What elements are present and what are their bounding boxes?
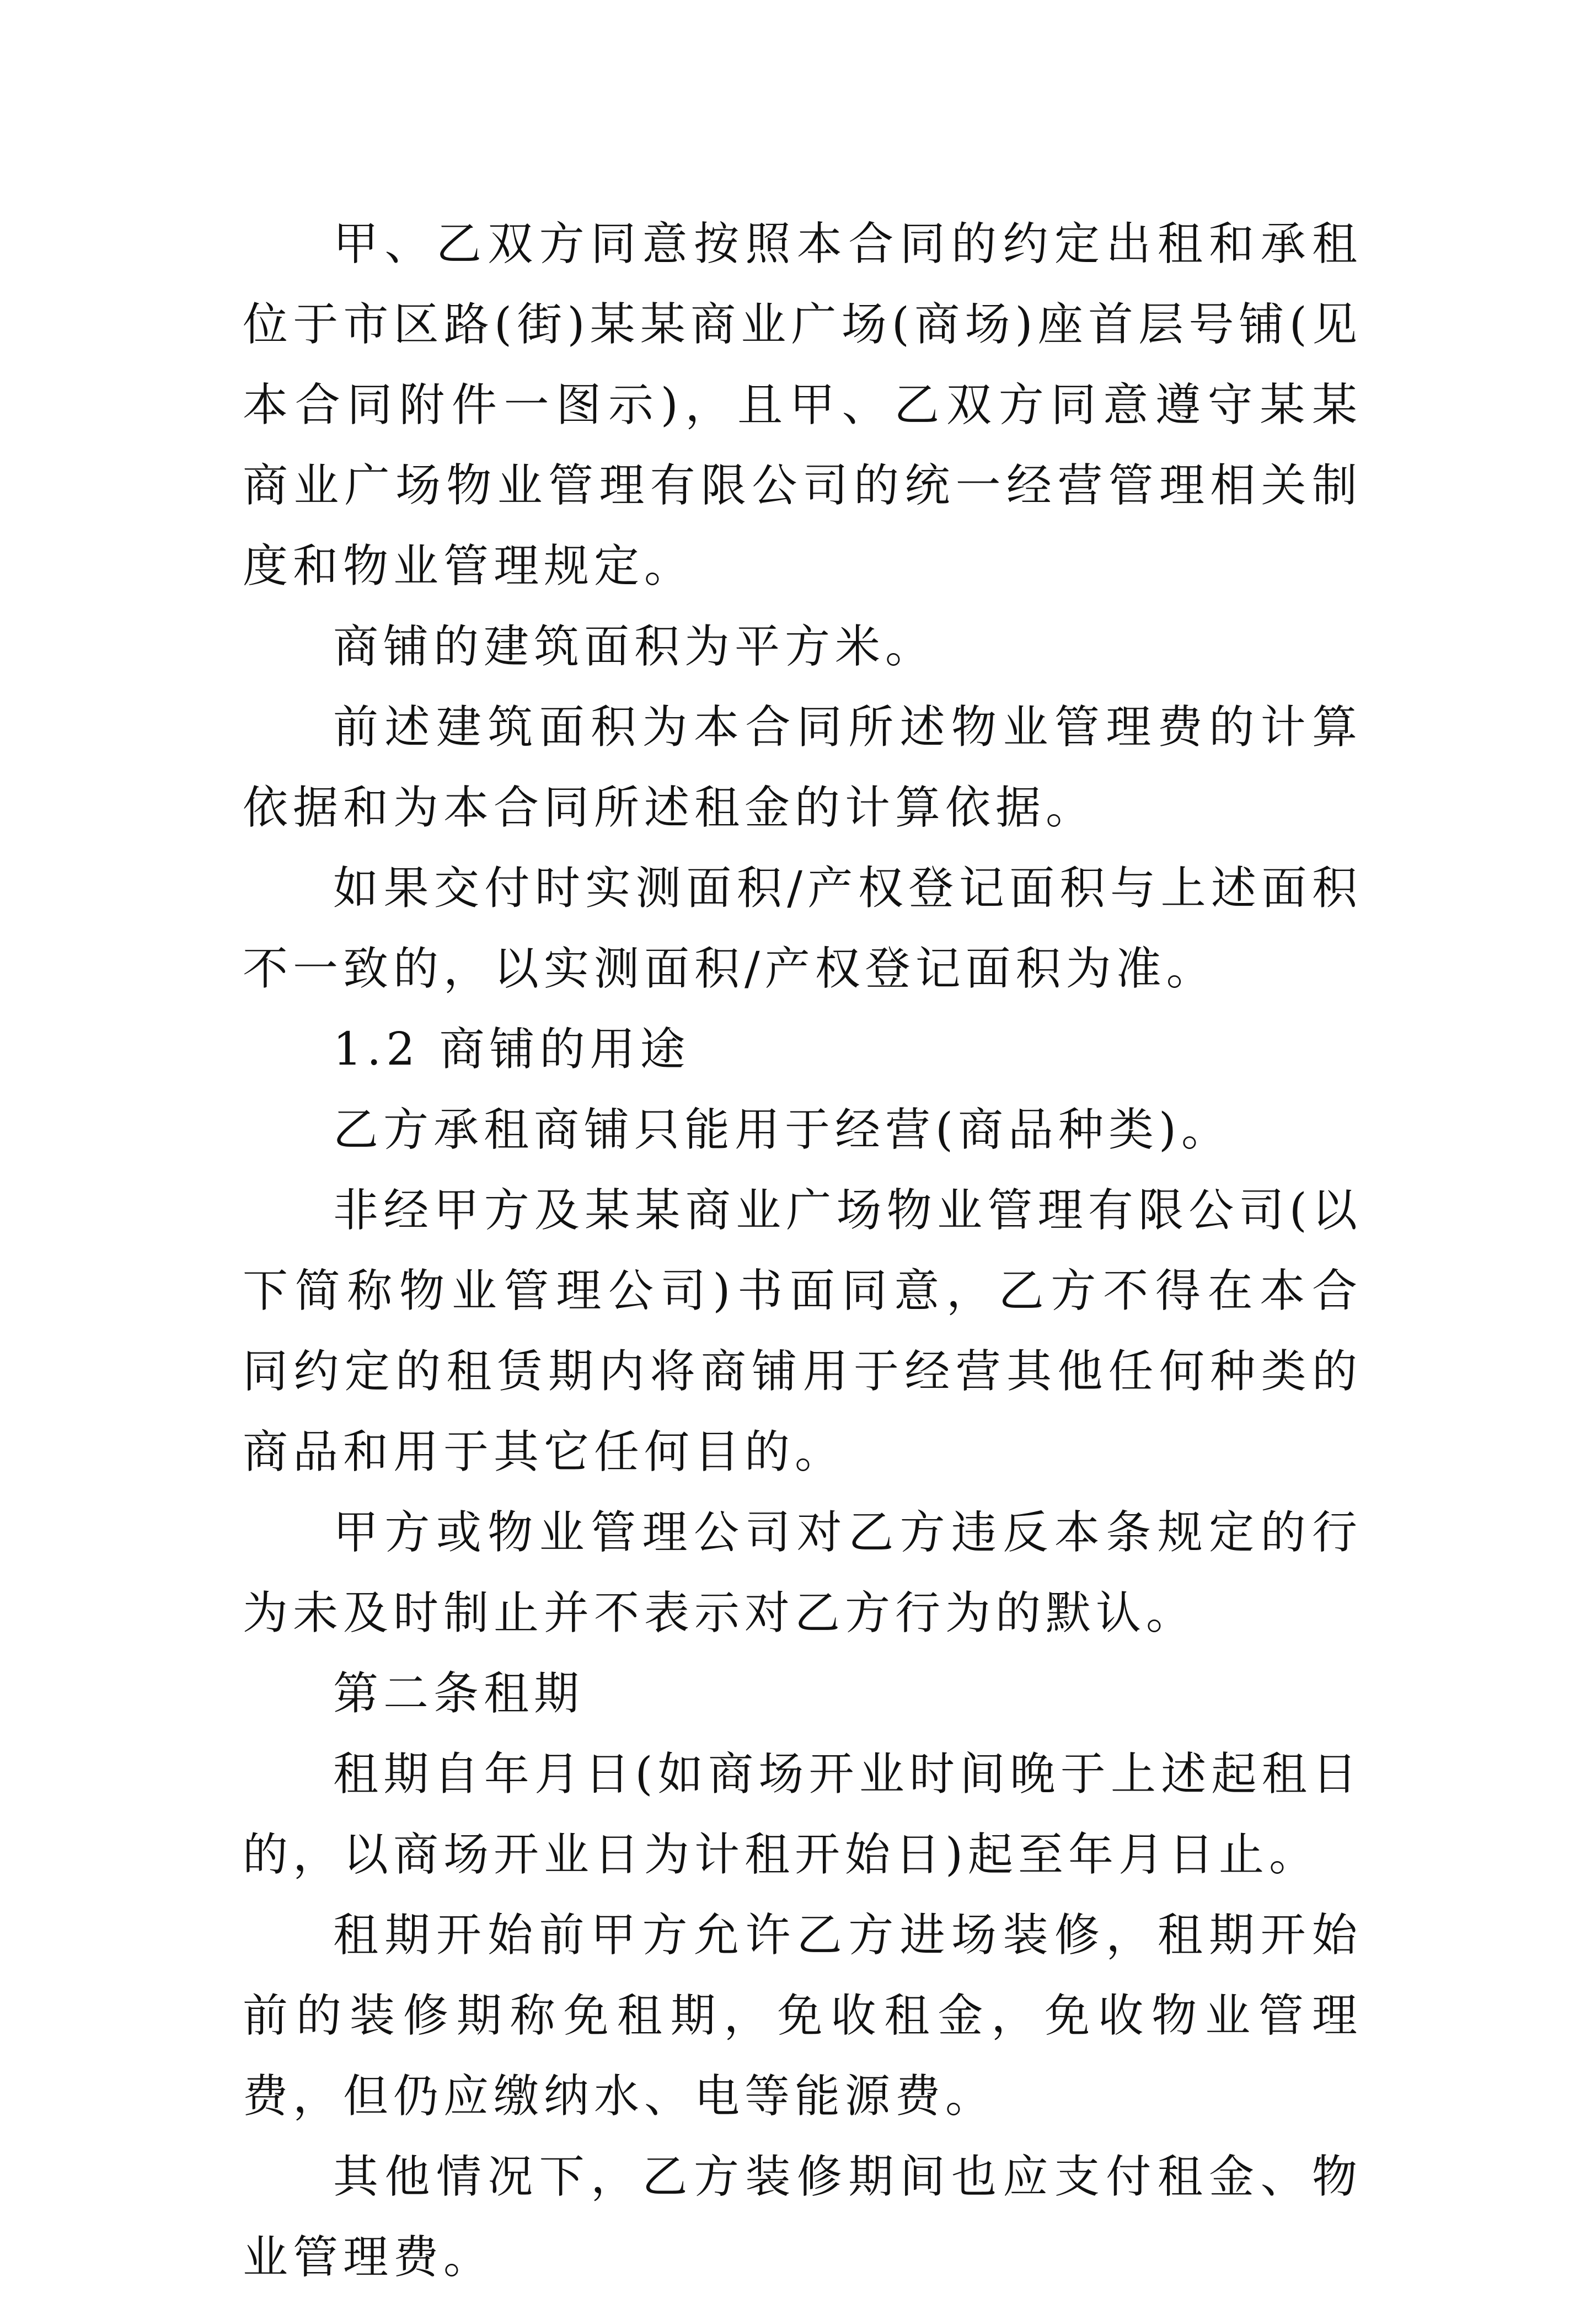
paragraph-lease-term: 租期自年月日(如商场开业时间晚于上述起租日的，以商场开业日为计租开始日)起至年月日止。 bbox=[243, 1748, 1362, 1881]
section-heading-shop-use: 1.2 商铺的用途 bbox=[333, 1023, 690, 1076]
paragraph-rent-free-period: 租期开始前甲方允许乙方进场装修，租期开始前的装修期称免租期，免收租金，免收物业管理费，但仍应缴纳水、电等能源费。 bbox=[243, 1909, 1362, 2123]
paragraph-non-waiver: 甲方或物业管理公司对乙方违反本条规定的行为未及时制止并不表示对乙方行为的默认。 bbox=[243, 1506, 1362, 1639]
section-heading-lease-term: 第二条租期 bbox=[333, 1668, 585, 1720]
paragraph-lease-location: 甲、乙双方同意按照本合同的约定出租和承租位于市区路(街)某某商业广场(商场)座首层号铺(见本合同附件一图示)，且甲、乙双方同意遵守某某商业广场物业管理有限公司的统一经营管理相关制度和物业管理规定。 bbox=[243, 218, 1362, 592]
paragraph-floor-area: 商铺的建筑面积为平方米。 bbox=[333, 621, 936, 673]
paragraph-other-cases: 其他情况下，乙方装修期间也应支付租金、物业管理费。 bbox=[243, 2151, 1362, 2284]
document-body bbox=[243, 204, 1362, 2298]
paragraph-use-restriction: 非经甲方及某某商业广场物业管理有限公司(以下简称物业管理公司)书面同意，乙方不得在本合同约定的租赁期内将商铺用于经营其他任何种类的商品和用于其它任何目的。 bbox=[243, 1184, 1362, 1478]
paragraph-area-basis: 前述建筑面积为本合同所述物业管理费的计算依据和为本合同所述租金的计算依据。 bbox=[243, 701, 1362, 834]
paragraph-measured-area: 如果交付时实测面积/产权登记面积与上述面积不一致的，以实测面积/产权登记面积为准。 bbox=[243, 862, 1362, 995]
paragraph-shop-use: 乙方承租商铺只能用于经营(商品种类)。 bbox=[333, 1104, 1231, 1156]
